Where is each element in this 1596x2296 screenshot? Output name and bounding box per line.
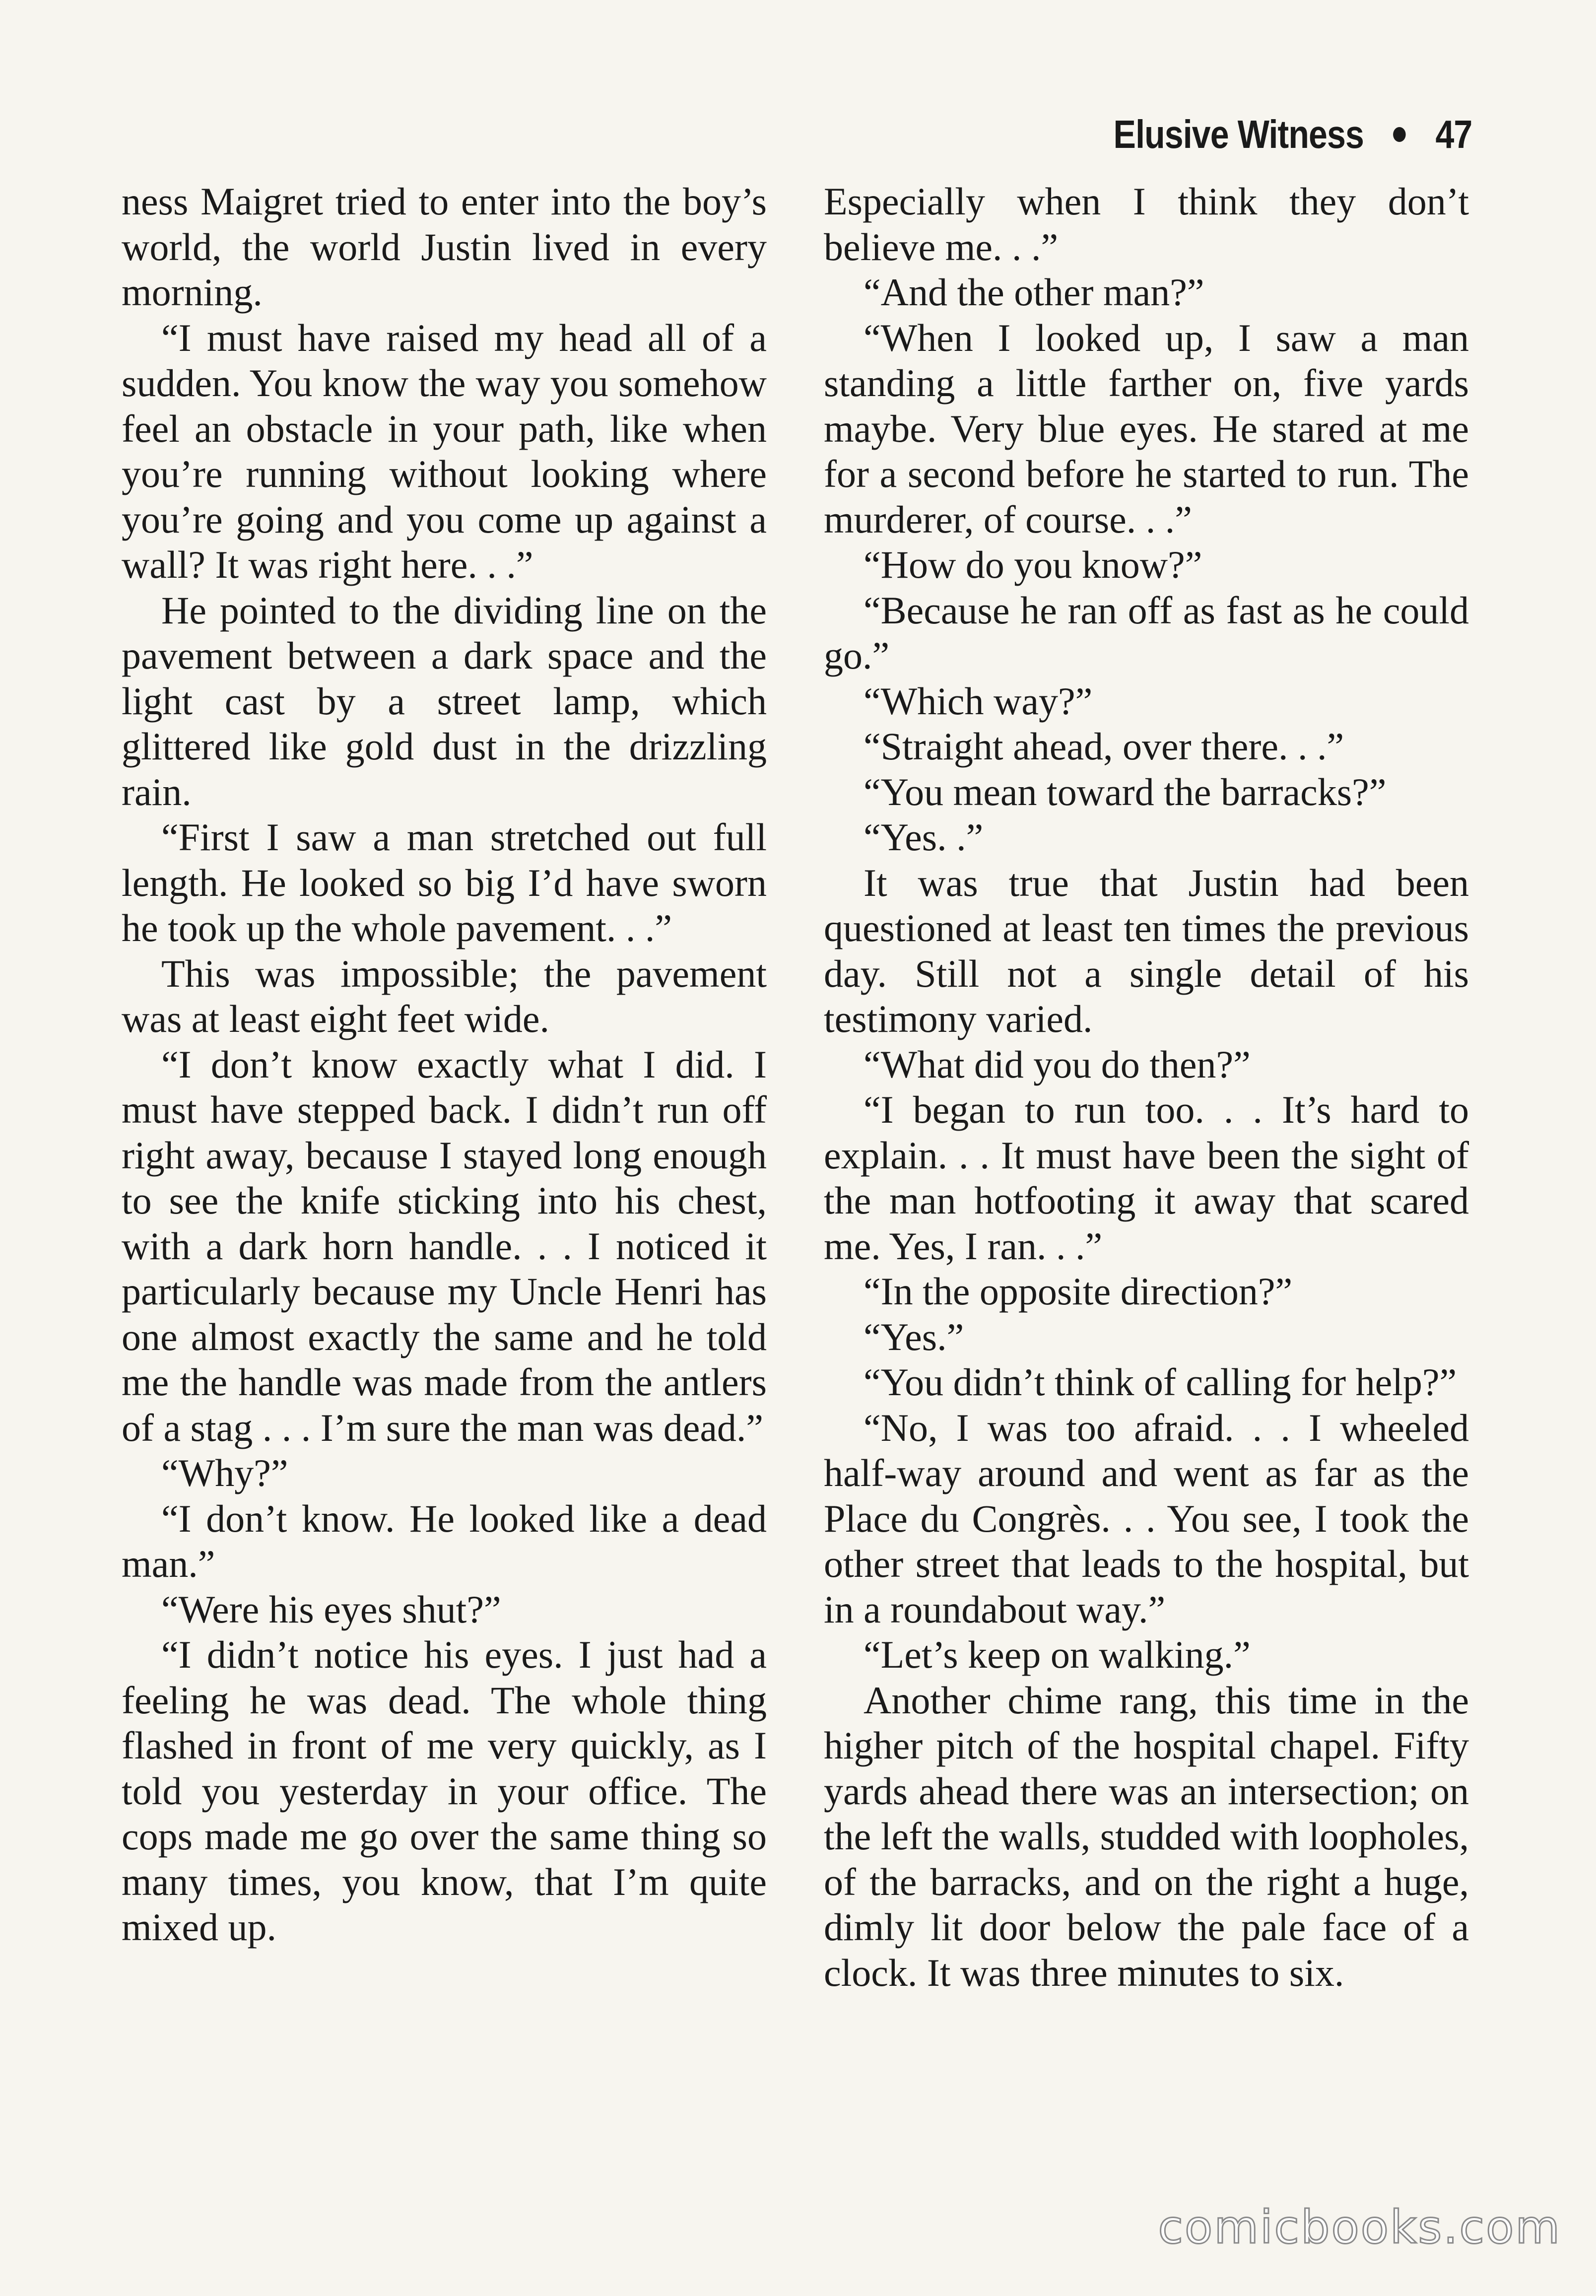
left-column <box>122 179 767 1950</box>
watermark: comicbooks.com <box>1158 2201 1561 2254</box>
header-bullet-icon <box>1393 127 1406 142</box>
right-paragraph: “I began to run too. . . It’s hard to explain. . . It must have been the sight of the man hotfooting it away that scared me. Yes, I ran. . .” <box>824 1088 1469 1268</box>
right-paragraph: “Because he ran off as fast as he could go.” <box>824 588 1469 677</box>
left-paragraph: He pointed to the dividing line on the pavement between a dark space and the light cast by a street lamp, which glittered like gold dust in the drizzling rain. <box>122 588 767 813</box>
left-paragraph: “First I saw a man stretched out full length. He looked so big I’d have sworn he took up the whole pavement. . .” <box>122 815 767 949</box>
running-header <box>1113 112 1472 157</box>
right-paragraph: “And the other man?” <box>864 270 1204 314</box>
left-paragraph: “I didn’t notice his eyes. I just had a feeling he was dead. The whole thing flashed in front of me very quickly, as I told you yesterday in your office. The cops made me go over the same thing so many times, you know, that I’m quite mixed up. <box>122 1633 767 1949</box>
right-paragraph: “What did you do then?” <box>864 1042 1251 1086</box>
right-paragraph: “Let’s keep on walking.” <box>864 1633 1251 1676</box>
right-paragraph: “In the opposite direction?” <box>864 1270 1293 1313</box>
right-paragraph: “Yes. .” <box>864 815 984 859</box>
right-paragraph: “Yes.” <box>864 1315 964 1358</box>
page-number: 47 <box>1435 112 1472 156</box>
right-paragraph: “When I looked up, I saw a man standing a little farther on, five yards maybe. Very blue eyes. He stared at me for a second before he started to run. The murderer, of course. . .” <box>824 316 1469 541</box>
left-paragraph: “Were his eyes shut?” <box>161 1587 501 1631</box>
header-title: Elusive Witness <box>1113 112 1364 156</box>
right-paragraph: “How do you know?” <box>864 543 1202 586</box>
left-paragraph: This was impossible; the pavement was at least eight feet wide. <box>122 951 767 1040</box>
right-paragraph: “Straight ahead, over there. . .” <box>864 725 1344 768</box>
right-paragraph: “You didn’t think of calling for help?” <box>864 1360 1457 1404</box>
left-paragraph: “Why?” <box>161 1451 288 1494</box>
right-column <box>824 179 1469 1995</box>
right-paragraph: It was true that Justin had been questioned at least ten times the previous day. Still not a single detail of his testimony varied. <box>824 861 1469 1040</box>
right-paragraph: Another chime rang, this time in the higher pitch of the hospital chapel. Fifty yards ahead there was an intersection; on the left the walls, studded with loopholes, of the barracks, and on the right a huge, dimly lit door below the pale face of a clock. It was three minutes to six. <box>824 1678 1469 1994</box>
right-paragraph: Especially when I think they don’t believe me. . .” <box>824 180 1469 269</box>
left-paragraph: ness Maigret tried to enter into the boy’s world, the world Justin lived in every morning. <box>122 180 767 314</box>
right-paragraph: “No, I was too afraid. . . I wheeled half-way around and went as far as the Place du Congrès. . . You see, I took the other street that leads to the hospital, but in a roundabout way.” <box>824 1406 1469 1631</box>
left-paragraph: “I don’t know. He looked like a dead man.” <box>122 1496 767 1585</box>
right-paragraph: “You mean toward the barracks?” <box>864 770 1387 813</box>
left-paragraph: “I must have raised my head all of a sudden. You know the way you somehow feel an obstacle in your path, like when you’re running without looking where you’re going and you come up against a wall? It was right here. . .” <box>122 316 767 586</box>
right-paragraph: “Which way?” <box>864 679 1093 723</box>
left-paragraph: “I don’t know exactly what I did. I must have stepped back. I didn’t run off right away, because I stayed long enough to see the knife sticking into his chest, with a dark horn handle. . . I noticed it particularly because my Uncle Henri has one almost exactly the same and he told me the handle was made from the antlers of a stag . . . I’m sure the man was dead.” <box>122 1042 767 1449</box>
